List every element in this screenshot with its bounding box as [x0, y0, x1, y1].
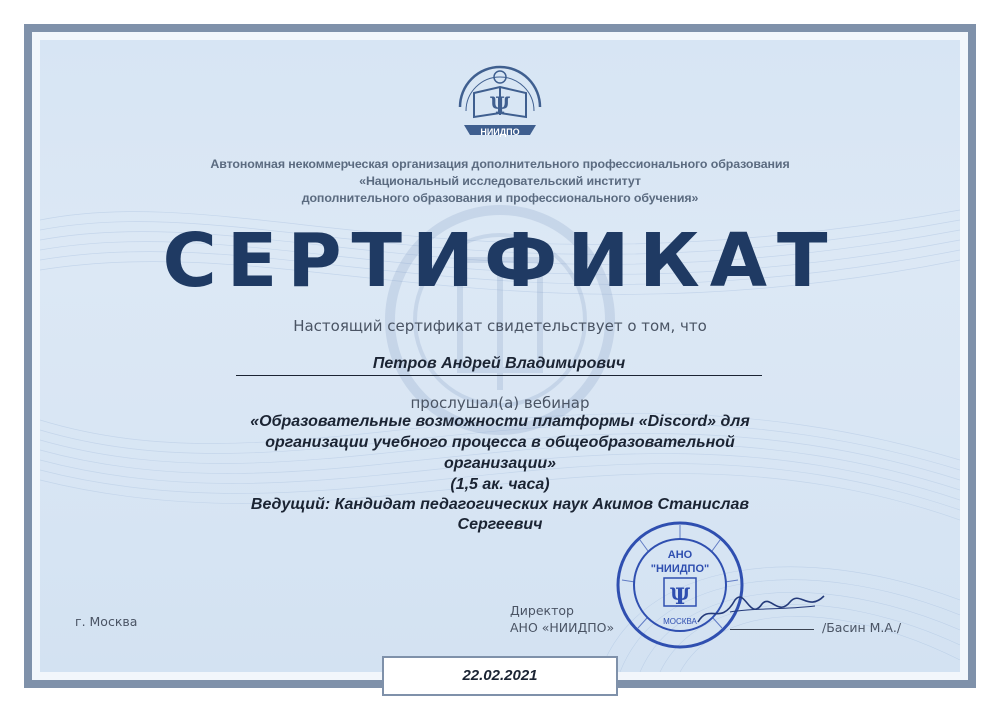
hours-text: (1,5 ак. часа)	[450, 476, 550, 493]
presenter-line-1: Ведущий: Кандидат педагогических наук Акимов Станислав	[250, 496, 750, 513]
presenter-line-2: Сергеевич	[457, 516, 543, 533]
signature-line	[730, 629, 814, 630]
stamp-main-text: "НИИДПО"	[650, 563, 710, 575]
org-name-line-2: «Национальный исследовательский институт	[359, 174, 641, 188]
webinar-title-line-1: «Образовательные возможности платформы «Discord» для	[250, 413, 750, 430]
attended-text: прослушал(а) вебинар	[410, 394, 590, 412]
certificate-title: СЕРТИФИКАТ	[162, 218, 838, 304]
svg-text:Ψ: Ψ	[669, 584, 691, 610]
city-text: г. Москва	[75, 614, 138, 629]
signatory-position-line-1: Директор	[510, 603, 574, 618]
webinar-title-line-3: организации»	[443, 455, 557, 472]
issue-date: 22.02.2021	[382, 656, 618, 696]
org-name-line-1: Автономная некоммерческая организация дополнительного профессионального образования	[210, 157, 790, 171]
signatory-name: /Басин М.А./	[822, 620, 902, 635]
signatory-position-line-2: АНО «НИИДПО»	[510, 620, 615, 635]
org-name-line-3: дополнительного образования и профессионального обучения»	[301, 191, 699, 205]
director-signature	[690, 582, 830, 632]
statement-text: Настоящий сертификат свидетельствует о том, что	[293, 317, 707, 335]
stamp-top-text: АНО	[667, 549, 693, 561]
svg-text:Ψ: Ψ	[489, 93, 511, 119]
stamp-bottom-text: МОСКВА	[663, 617, 697, 626]
webinar-title-line-2: организации учебного процесса в общеобразовательной	[265, 434, 735, 451]
logo-caption: НИИДПО	[480, 127, 520, 137]
recipient-name: Петров Андрей Владимирович	[236, 355, 762, 376]
